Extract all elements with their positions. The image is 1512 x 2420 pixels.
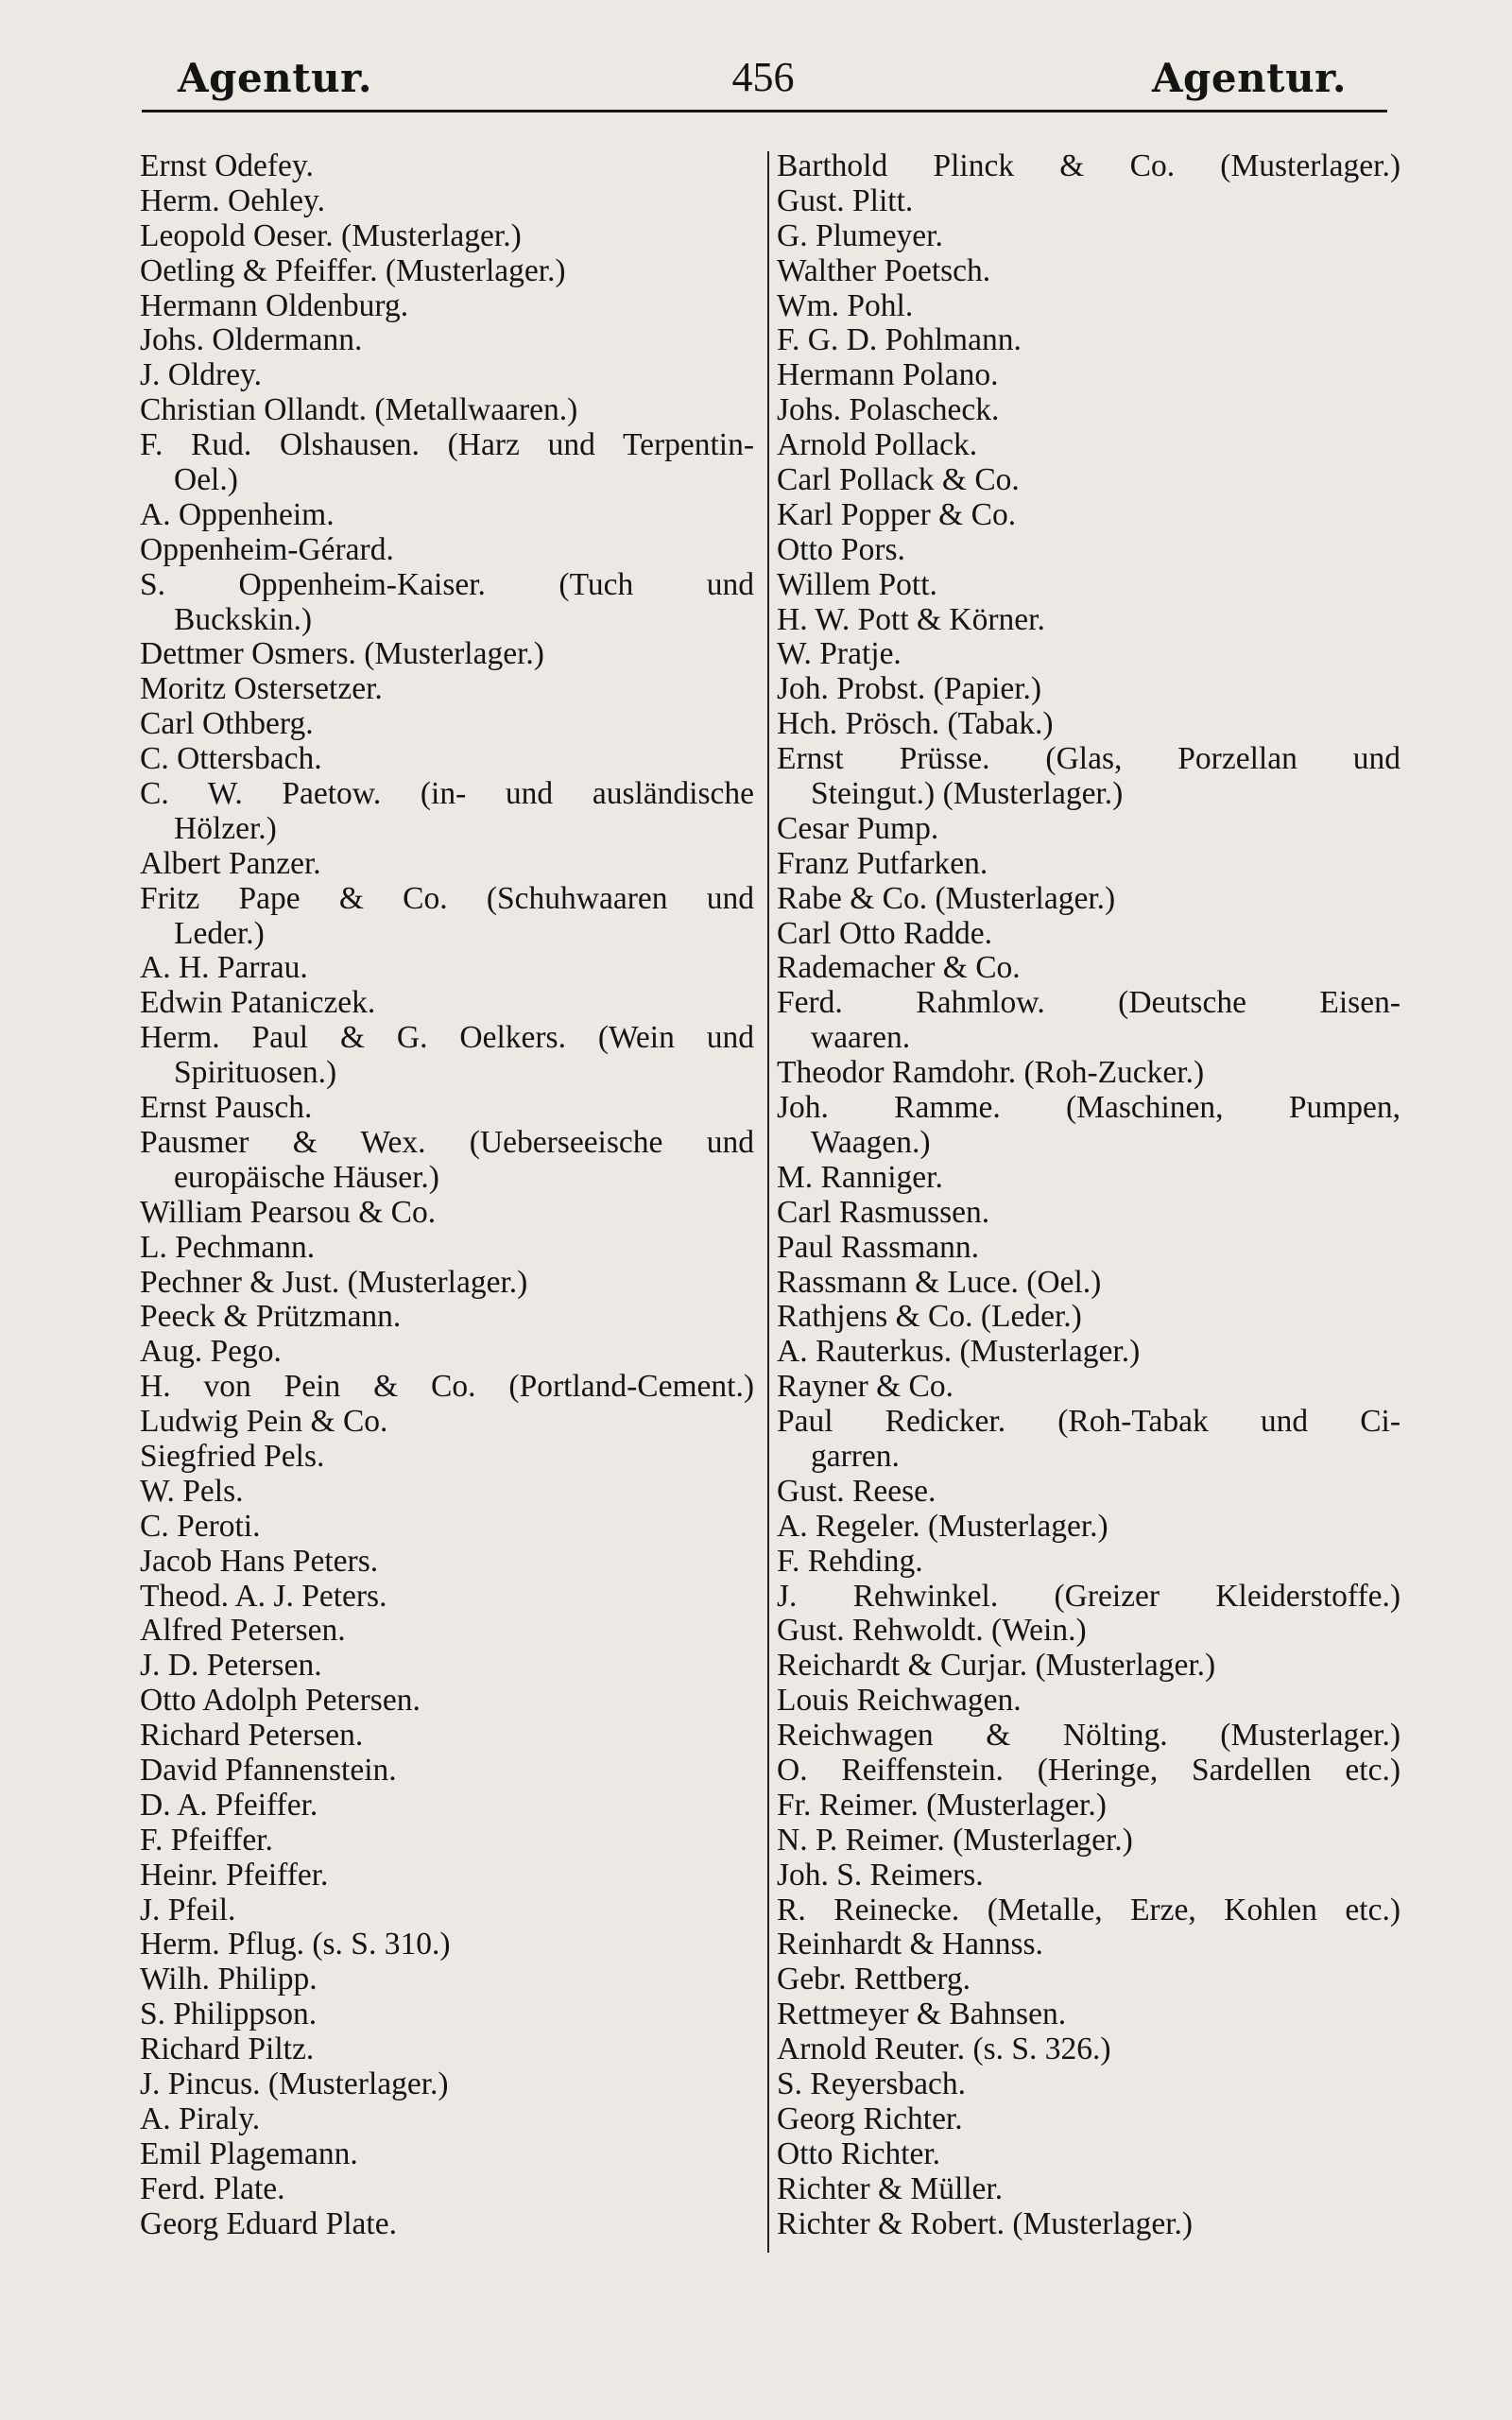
directory-entry: Gebr. Rettberg. — [777, 1962, 971, 1997]
directory-entry: S. Reyersbach. — [777, 2066, 967, 2101]
entry-continuation-line: Buckskin.) — [174, 601, 313, 637]
directory-entry: Aug. Pego. — [140, 1334, 282, 1370]
directory-entry: A. H. Parrau. — [140, 950, 308, 986]
entry-continuation-line: Hölzer.) — [174, 810, 277, 846]
directory-entry: Albert Panzer. — [140, 845, 321, 881]
directory-entry: Georg Richter. — [777, 2100, 963, 2136]
directory-entry: Paul Rassmann. — [777, 1229, 980, 1265]
directory-entry: F. G. D. Pohlmann. — [777, 322, 1022, 358]
directory-entry: Gust. Plitt. — [777, 182, 914, 218]
directory-entry: Fr. Reimer. (Musterlager.) — [777, 1787, 1107, 1823]
running-head-left: Agentur. — [178, 55, 373, 101]
directory-entry: Walther Poetsch. — [777, 252, 991, 288]
directory-entry: Barthold Plinck & Co. (Musterlager.) — [777, 148, 1400, 183]
directory-entry: Hermann Polano. — [777, 357, 999, 393]
right-column — [777, 149, 1400, 2241]
directory-entry: Wilh. Philipp. — [140, 1962, 318, 1997]
directory-entry: G. Plumeyer. — [777, 217, 943, 253]
directory-entry: Ferd. Rahmlow. (Deutsche Eisen- — [777, 985, 1400, 1021]
directory-entry: Richter & Müller. — [777, 2170, 1004, 2206]
directory-entry: Rayner & Co. — [777, 1369, 954, 1405]
directory-entry: Rettmeyer & Bahnsen. — [777, 1996, 1067, 2032]
directory-entry: D. A. Pfeiffer. — [140, 1787, 318, 1823]
directory-entry: Pechner & Just. (Musterlager.) — [140, 1264, 528, 1300]
directory-entry: Otto Pors. — [777, 531, 905, 567]
directory-entry: W. Pratje. — [777, 636, 902, 672]
entry-continuation-line: Steingut.) (Musterlager.) — [811, 776, 1124, 812]
directory-entry: Christian Ollandt. (Metallwaaren.) — [140, 392, 578, 428]
directory-entry: Theod. A. J. Peters. — [140, 1578, 387, 1614]
directory-entry: Otto Adolph Petersen. — [140, 1683, 421, 1719]
directory-entry: R. Reinecke. (Metalle, Erze, Kohlen etc.) — [777, 1892, 1400, 1927]
directory-entry: Heinr. Pfeiffer. — [140, 1857, 329, 1893]
directory-entry: Herm. Paul & G. Oelkers. (Wein und — [140, 1020, 754, 1056]
directory-entry: Dettmer Osmers. (Musterlager.) — [140, 636, 544, 672]
directory-entry: Ernst Prüsse. (Glas, Porzellan und — [777, 741, 1400, 777]
directory-entry: Ernst Pausch. — [140, 1090, 313, 1126]
directory-entry: Rathjens & Co. (Leder.) — [777, 1299, 1082, 1335]
directory-entry: Hermann Oldenburg. — [140, 287, 409, 323]
directory-entry: F. Rud. Olshausen. (Harz und Terpentin- — [140, 427, 754, 463]
directory-entry: Reichardt & Curjar. (Musterlager.) — [777, 1648, 1216, 1684]
directory-entry: Otto Richter. — [777, 2135, 941, 2171]
directory-entry: W. Pels. — [140, 1473, 244, 1509]
directory-entry: Joh. S. Reimers. — [777, 1857, 984, 1893]
directory-entry: Wm. Pohl. — [777, 287, 914, 323]
directory-entry: Joh. Ramme. (Maschinen, Pumpen, — [777, 1090, 1400, 1126]
directory-entry: Carl Rasmussen. — [777, 1194, 990, 1230]
directory-entry: Hch. Prösch. (Tabak.) — [777, 706, 1054, 742]
directory-entry: Georg Eduard Plate. — [140, 2205, 397, 2241]
directory-entry: Theodor Ramdohr. (Roh-Zucker.) — [777, 1055, 1205, 1091]
directory-entry: Gust. Rehwoldt. (Wein.) — [777, 1613, 1087, 1649]
directory-entry: Herm. Oehley. — [140, 182, 325, 218]
directory-entry: Rassmann & Luce. (Oel.) — [777, 1264, 1102, 1300]
directory-entry: L. Pechmann. — [140, 1229, 316, 1265]
directory-entry: H. W. Pott & Körner. — [777, 601, 1045, 637]
directory-entry: F. Pfeiffer. — [140, 1822, 273, 1858]
directory-entry: J. D. Petersen. — [140, 1648, 322, 1684]
directory-entry: Karl Popper & Co. — [777, 496, 1017, 532]
page-header — [142, 47, 1384, 112]
entry-continuation-line: europäische Häuser.) — [174, 1159, 439, 1195]
directory-entry: Carl Othberg. — [140, 706, 314, 742]
directory-entry: J. Rehwinkel. (Greizer Kleiderstoffe.) — [777, 1578, 1400, 1614]
directory-entry: Oetling & Pfeiffer. (Musterlager.) — [140, 252, 566, 288]
directory-entry: Rabe & Co. (Musterlager.) — [777, 880, 1116, 916]
left-column — [140, 149, 754, 2241]
directory-entry: C. W. Paetow. (in- und ausländische — [140, 776, 754, 812]
directory-entry: J. Pincus. (Musterlager.) — [140, 2066, 449, 2101]
directory-entry: S. Oppenheim-Kaiser. (Tuch und — [140, 566, 754, 602]
directory-entry: Gust. Reese. — [777, 1473, 936, 1509]
directory-entry: C. Ottersbach. — [140, 741, 322, 777]
directory-entry: Fritz Pape & Co. (Schuhwaaren und — [140, 880, 754, 916]
column-divider — [767, 151, 769, 2253]
directory-entry: Arnold Pollack. — [777, 427, 978, 463]
directory-entry: Peeck & Prützmann. — [140, 1299, 402, 1335]
directory-entry: Edwin Pataniczek. — [140, 985, 376, 1021]
directory-entry: Pausmer & Wex. (Ueberseeische und — [140, 1124, 754, 1160]
directory-entry: A. Regeler. (Musterlager.) — [777, 1508, 1108, 1544]
directory-entry: Leopold Oeser. (Musterlager.) — [140, 217, 522, 253]
directory-entry: Johs. Polascheck. — [777, 392, 1000, 428]
directory-entry: Richard Piltz. — [140, 2031, 315, 2067]
directory-entry: H. von Pein & Co. (Portland-Cement.) — [140, 1369, 754, 1405]
directory-entry: O. Reiffenstein. (Heringe, Sardellen etc.) — [777, 1752, 1400, 1788]
entry-continuation-line: waaren. — [811, 1020, 911, 1056]
directory-entry: Rademacher & Co. — [777, 950, 1021, 986]
directory-entry: Paul Redicker. (Roh-Tabak und Ci- — [777, 1404, 1400, 1440]
entry-continuation-line: Spirituosen.) — [174, 1055, 337, 1091]
directory-entry: Reichwagen & Nölting. (Musterlager.) — [777, 1718, 1400, 1754]
directory-entry: Richter & Robert. (Musterlager.) — [777, 2205, 1194, 2241]
directory-entry: S. Philippson. — [140, 1996, 318, 2032]
directory-entry: Reinhardt & Hannss. — [777, 1927, 1043, 1962]
directory-entry: Ludwig Pein & Co. — [140, 1404, 388, 1440]
header-rule — [142, 110, 1387, 112]
directory-entry: A. Oppenheim. — [140, 496, 335, 532]
directory-entry: Arnold Reuter. (s. S. 326.) — [777, 2031, 1111, 2067]
entry-continuation-line: Oel.) — [174, 462, 238, 498]
directory-entry: J. Oldrey. — [140, 357, 263, 393]
directory-entry: F. Rehding. — [777, 1543, 923, 1579]
directory-entry: Ernst Odefey. — [140, 148, 314, 183]
directory-entry: Moritz Ostersetzer. — [140, 671, 383, 707]
directory-entry: C. Peroti. — [140, 1508, 261, 1544]
directory-entry: Jacob Hans Peters. — [140, 1543, 379, 1579]
directory-entry: Alfred Petersen. — [140, 1613, 346, 1649]
directory-entry: Carl Otto Radde. — [777, 915, 992, 951]
directory-entry: M. Ranniger. — [777, 1159, 943, 1195]
directory-entry: J. Pfeil. — [140, 1892, 236, 1927]
directory-entry: A. Rauterkus. (Musterlager.) — [777, 1334, 1141, 1370]
directory-entry: A. Piraly. — [140, 2100, 261, 2136]
directory-entry: Johs. Oldermann. — [140, 322, 363, 358]
entry-continuation-line: garren. — [811, 1438, 900, 1474]
directory-entry: Oppenheim-Gérard. — [140, 531, 394, 567]
directory-entry: Carl Pollack & Co. — [777, 462, 1020, 498]
directory-entry: William Pearsou & Co. — [140, 1194, 437, 1230]
directory-entry: Richard Petersen. — [140, 1718, 364, 1754]
directory-entry: Siegfried Pels. — [140, 1438, 325, 1474]
directory-entry: Ferd. Plate. — [140, 2170, 285, 2206]
directory-entry: Louis Reichwagen. — [777, 1683, 1022, 1719]
directory-entry: Joh. Probst. (Papier.) — [777, 671, 1042, 707]
directory-entry: N. P. Reimer. (Musterlager.) — [777, 1822, 1133, 1858]
directory-entry: Emil Plagemann. — [140, 2135, 358, 2171]
directory-entry: David Pfannenstein. — [140, 1752, 397, 1788]
directory-entry: Cesar Pump. — [777, 810, 939, 846]
directory-entry: Herm. Pflug. (s. S. 310.) — [140, 1927, 451, 1962]
page-number: 456 — [731, 54, 795, 100]
entry-continuation-line: Leder.) — [174, 915, 265, 951]
directory-entry: Franz Putfarken. — [777, 845, 988, 881]
entry-continuation-line: Waagen.) — [811, 1124, 931, 1160]
directory-entry: Willem Pott. — [777, 566, 937, 602]
running-head-right: Agentur. — [1151, 55, 1347, 101]
